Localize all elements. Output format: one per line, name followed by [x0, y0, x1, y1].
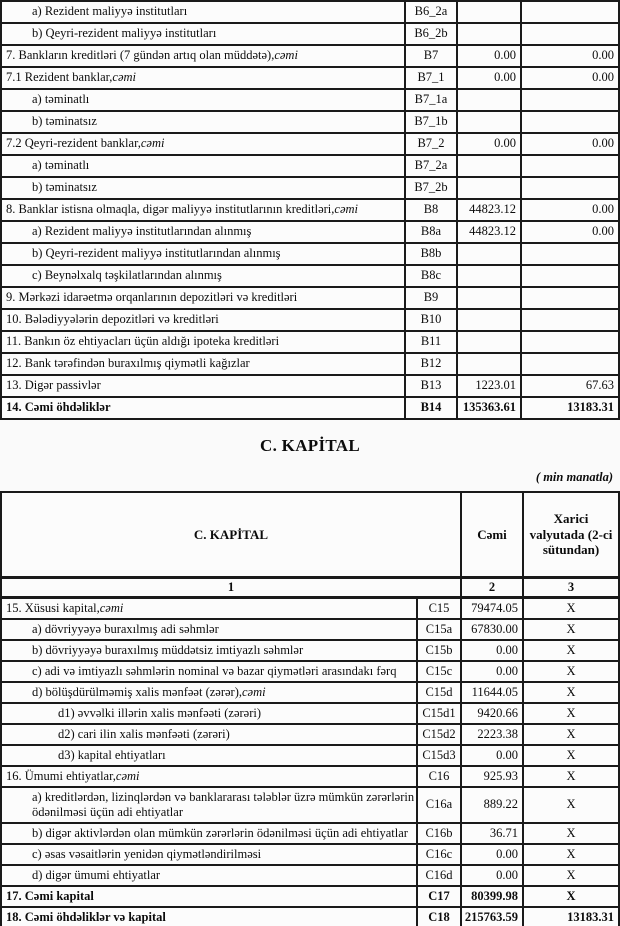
row-label-text: b) təminatsız: [32, 180, 97, 195]
table-row: [2, 90, 618, 112]
row-label-italic: cəmi: [115, 768, 140, 783]
table-row: [2, 24, 618, 46]
row-label: [2, 746, 418, 765]
row-label: [2, 887, 418, 906]
row-total-value: [458, 354, 522, 374]
row-label-text: 16. Ümumi ehtiyatlar,: [6, 768, 116, 783]
row-label-text: 9. Mərkəzi idarəetmə orqanlarının depozitləri və kreditləri: [6, 290, 298, 305]
row-label-text: c) Beynəlxalq təşkilatlarından alınmış: [32, 268, 222, 283]
row-code: C15: [418, 599, 462, 618]
row-foreign-value: [522, 2, 618, 22]
row-label: [2, 178, 406, 198]
row-code: B11: [406, 332, 458, 352]
row-label: [2, 662, 418, 681]
row-label: [2, 788, 418, 822]
row-foreign-value: X: [566, 642, 576, 657]
row-foreign-value: [522, 332, 618, 352]
row-label: [2, 641, 418, 660]
table-row: [2, 725, 618, 746]
table-row: [2, 908, 618, 926]
row-foreign-value: [522, 266, 618, 286]
row-label-italic: cəmi: [242, 684, 266, 699]
table-row: [2, 310, 618, 332]
row-label: [2, 398, 406, 418]
table-row: [2, 866, 618, 887]
row-foreign-value: X: [566, 867, 576, 882]
row-label: [2, 244, 406, 264]
row-foreign-value: X: [566, 846, 576, 861]
row-label: [2, 908, 418, 926]
row-code: B7_1: [406, 68, 458, 88]
table-row: [2, 376, 618, 398]
row-code: C15b: [418, 641, 462, 660]
row-label: [2, 376, 406, 396]
row-foreign-value: 0.00: [592, 202, 614, 217]
row-label-text: d1) əvvəlki illərin xalis mənfəəti (zərəri): [58, 705, 262, 720]
row-foreign-value: X: [566, 797, 576, 812]
row-label: [2, 725, 418, 744]
row-label-text: b) digər aktivlərdən olan mümkün zərərlərin ödənilməsi üçün adi ehtiyatlar: [32, 825, 408, 840]
row-code: B7_2b: [406, 178, 458, 198]
row-total-value: 0.00: [458, 134, 522, 154]
row-total-value: 2223.38: [462, 725, 524, 744]
row-foreign-value: 13183.31: [567, 909, 614, 924]
capital-rows: [2, 599, 618, 926]
row-foreign-value: [522, 310, 618, 330]
table-row: [2, 156, 618, 178]
table-row: [2, 683, 618, 704]
row-total-value: [458, 90, 522, 110]
table-row: [2, 178, 618, 200]
row-label: [2, 156, 406, 176]
row-label: [2, 824, 418, 843]
table-row: [2, 788, 618, 824]
row-code: B7_2: [406, 134, 458, 154]
row-foreign-value: [522, 244, 618, 264]
row-foreign-value: 0.00: [592, 48, 614, 63]
row-foreign-value: 13183.31: [567, 400, 614, 415]
row-foreign-value: [522, 354, 618, 374]
row-foreign-value: 67.63: [585, 378, 614, 393]
row-label: [2, 288, 406, 308]
row-code: B6_2b: [406, 24, 458, 44]
row-label-text: b) Qeyri-rezident maliyyə institutları: [32, 26, 217, 41]
row-foreign-value: [522, 288, 618, 308]
row-foreign-value: 0.00: [592, 70, 614, 85]
row-foreign-value: X: [566, 600, 576, 615]
row-foreign-value: [522, 24, 618, 44]
row-total-value: 0.00: [462, 866, 524, 885]
row-total-value: 0.00: [462, 641, 524, 660]
row-total-value: 36.71: [462, 824, 524, 843]
row-label-text: 18. Cəmi öhdəliklər və kapital: [6, 909, 166, 924]
row-foreign-value: [522, 156, 618, 176]
row-total-value: [458, 332, 522, 352]
row-label-text: c) adi və imtiyazlı səhmlərin nominal və bazar qiymətləri arasındakı fərq: [32, 663, 397, 678]
capital-table: [0, 491, 620, 926]
row-label-text: 10. Bələdiyyələrin depozitləri və kreditləri: [6, 312, 219, 327]
capital-header-total: Cəmi: [462, 493, 524, 576]
row-label: [2, 332, 406, 352]
table-row: [2, 68, 618, 90]
row-foreign-value: X: [566, 621, 576, 636]
capital-header-row: [2, 493, 618, 579]
table-row: [2, 354, 618, 376]
table-row: [2, 46, 618, 68]
row-total-value: 9420.66: [462, 704, 524, 723]
table-row: [2, 746, 618, 767]
row-label-text: c) əsas vəsaitlərin yenidən qiymətləndirilməsi: [32, 846, 262, 861]
table-row: [2, 662, 618, 683]
row-label: [2, 620, 418, 639]
row-label-text: 7. Bankların kreditləri (7 gündən artıq olan müddətə),: [6, 48, 275, 63]
row-label: [2, 845, 418, 864]
row-label-text: a) təminatlı: [32, 92, 90, 107]
table-row: [2, 641, 618, 662]
row-foreign-value: 0.00: [592, 136, 614, 151]
table-row: [2, 704, 618, 725]
row-label-text: 13. Digər passivlər: [6, 378, 101, 393]
row-label-italic: cəmi: [99, 600, 124, 615]
row-label-italic: cəmi: [112, 70, 137, 85]
row-label: [2, 90, 406, 110]
row-label-text: d2) cari ilin xalis mənfəəti (zərəri): [58, 726, 230, 741]
row-label-text: a) Rezident maliyyə institutları: [32, 4, 188, 19]
table-row: [2, 200, 618, 222]
row-label: [2, 112, 406, 132]
row-total-value: 925.93: [462, 767, 524, 786]
table-row: [2, 824, 618, 845]
row-code: B9: [406, 288, 458, 308]
row-label-italic: cəmi: [140, 136, 165, 151]
row-code: C17: [418, 887, 462, 906]
table-row: [2, 112, 618, 134]
row-total-value: 0.00: [458, 46, 522, 66]
row-label-text: d) bölüşdürülməmiş xalis mənfəət (zərər),: [32, 684, 242, 699]
row-code: C15a: [418, 620, 462, 639]
row-label: [2, 68, 406, 88]
row-code: B6_2a: [406, 2, 458, 22]
row-label-text: 7.2 Qeyri-rezident banklar,: [6, 136, 141, 151]
row-foreign-value: X: [566, 684, 576, 699]
row-label: [2, 704, 418, 723]
row-total-value: 1223.01: [458, 376, 522, 396]
row-label-text: d) digər ümumi ehtiyatlar: [32, 867, 161, 882]
row-total-value: 44823.12: [458, 200, 522, 220]
row-label-text: b) dövriyyəyə buraxılmış müddətsiz imtiyazlı səhmlər: [32, 642, 304, 657]
row-label: [2, 266, 406, 286]
row-total-value: [458, 24, 522, 44]
row-total-value: 135363.61: [458, 398, 522, 418]
liabilities-table: [0, 0, 620, 420]
table-row: [2, 845, 618, 866]
row-total-value: 11644.05: [462, 683, 524, 702]
row-total-value: [458, 288, 522, 308]
row-total-value: [458, 2, 522, 22]
row-foreign-value: 0.00: [592, 224, 614, 239]
row-label-text: 15. Xüsusi kapital,: [6, 600, 100, 615]
row-code: B8: [406, 200, 458, 220]
row-code: B7_1a: [406, 90, 458, 110]
row-label: [2, 767, 418, 786]
row-code: B7: [406, 46, 458, 66]
row-label-text: 8. Banklar istisna olmaqla, digər maliyyə institutlarının kreditləri,: [6, 202, 335, 217]
row-label-italic: cəmi: [274, 48, 298, 63]
row-code: C16b: [418, 824, 462, 843]
row-label-text: 12. Bank tərəfindən buraxılmış qiymətli kağızlar: [6, 356, 250, 371]
table-row: [2, 620, 618, 641]
row-label-text: a) dövriyyəyə buraxılmış adi səhmlər: [32, 621, 219, 636]
section-title: C. KAPİTAL: [260, 436, 360, 455]
row-foreign-value: X: [566, 726, 576, 741]
row-code: C15c: [418, 662, 462, 681]
table-row: [2, 244, 618, 266]
table-row: [2, 398, 618, 418]
row-foreign-value: X: [566, 768, 576, 783]
row-label: [2, 354, 406, 374]
table-row: [2, 599, 618, 620]
row-total-value: 80399.98: [462, 887, 524, 906]
row-total-value: 44823.12: [458, 222, 522, 242]
row-code: B8a: [406, 222, 458, 242]
row-total-value: 67830.00: [462, 620, 524, 639]
table-row: [2, 266, 618, 288]
row-code: C15d3: [418, 746, 462, 765]
liabilities-rows: [2, 2, 618, 418]
row-code: C16d: [418, 866, 462, 885]
row-code: B10: [406, 310, 458, 330]
row-foreign-value: [522, 90, 618, 110]
unit-note: ( min manatla): [535, 470, 613, 484]
capital-header-title: C. KAPİTAL: [2, 493, 462, 576]
table-row: [2, 134, 618, 156]
row-total-value: 0.00: [462, 746, 524, 765]
capital-column-numbers-row: [2, 579, 618, 599]
row-label: [2, 2, 406, 22]
row-code: C16: [418, 767, 462, 786]
row-label: [2, 683, 418, 702]
row-label-text: a) Rezident maliyyə institutlarından alınmış: [32, 224, 252, 239]
row-total-value: 889.22: [462, 788, 524, 822]
row-code: B13: [406, 376, 458, 396]
row-label-text: d3) kapital ehtiyatları: [58, 747, 166, 762]
row-label: [2, 134, 406, 154]
row-total-value: [458, 156, 522, 176]
row-total-value: 215763.59: [462, 908, 524, 926]
table-row: [2, 767, 618, 788]
row-total-value: 79474.05: [462, 599, 524, 618]
capital-header-foreign: Xarici valyutada (2-ci sütundan): [529, 510, 613, 558]
row-label: [2, 310, 406, 330]
table-row: [2, 288, 618, 310]
row-foreign-value: X: [566, 888, 576, 903]
column-number-1: 1: [2, 579, 462, 596]
row-total-value: [458, 310, 522, 330]
table-row: [2, 222, 618, 244]
row-foreign-value: [522, 178, 618, 198]
row-code: C15d: [418, 683, 462, 702]
row-label: [2, 24, 406, 44]
row-total-value: [458, 178, 522, 198]
row-label: [2, 866, 418, 885]
row-total-value: [458, 112, 522, 132]
row-code: C16c: [418, 845, 462, 864]
row-label: [2, 46, 406, 66]
row-label-text: b) təminatsız: [32, 114, 97, 129]
row-label-text: b) Qeyri-rezident maliyyə institutlarından alınmış: [32, 246, 281, 261]
row-label-text: 14. Cəmi öhdəliklər: [6, 400, 111, 415]
row-code: C18: [418, 908, 462, 926]
row-total-value: 0.00: [462, 845, 524, 864]
row-label-text: 17. Cəmi kapital: [6, 888, 94, 903]
row-code: C16a: [418, 788, 462, 822]
row-code: B14: [406, 398, 458, 418]
row-foreign-value: X: [566, 825, 576, 840]
row-code: B7_2a: [406, 156, 458, 176]
row-code: C15d2: [418, 725, 462, 744]
row-total-value: [458, 244, 522, 264]
row-total-value: 0.00: [458, 68, 522, 88]
row-label: [2, 222, 406, 242]
row-total-value: [458, 266, 522, 286]
row-label: [2, 599, 418, 618]
row-label-text: 7.1 Rezident banklar,: [6, 70, 113, 85]
row-code: C15d1: [418, 704, 462, 723]
row-label: [2, 200, 406, 220]
table-row: [2, 887, 618, 908]
row-foreign-value: X: [566, 663, 576, 678]
row-label-text: a) təminatlı: [32, 158, 90, 173]
row-foreign-value: X: [566, 747, 576, 762]
row-code: B12: [406, 354, 458, 374]
row-foreign-value: X: [566, 705, 576, 720]
table-row: [2, 2, 618, 24]
row-label-text: 11. Bankın öz ehtiyacları üçün aldığı ipoteka kreditləri: [6, 334, 280, 349]
row-total-value: 0.00: [462, 662, 524, 681]
row-label-italic: cəmi: [334, 202, 359, 217]
row-code: B8b: [406, 244, 458, 264]
column-number-3: 3: [567, 579, 575, 594]
table-row: [2, 332, 618, 354]
row-code: B8c: [406, 266, 458, 286]
row-label-text: a) kreditlərdən, lizinqlərdən və banklararası tələblər üzrə mümkün zərərlərin ödənilməsi üçün adi ehtiyatlar: [32, 789, 415, 819]
row-foreign-value: [522, 112, 618, 132]
row-code: B7_1b: [406, 112, 458, 132]
column-number-2: 2: [462, 579, 524, 596]
